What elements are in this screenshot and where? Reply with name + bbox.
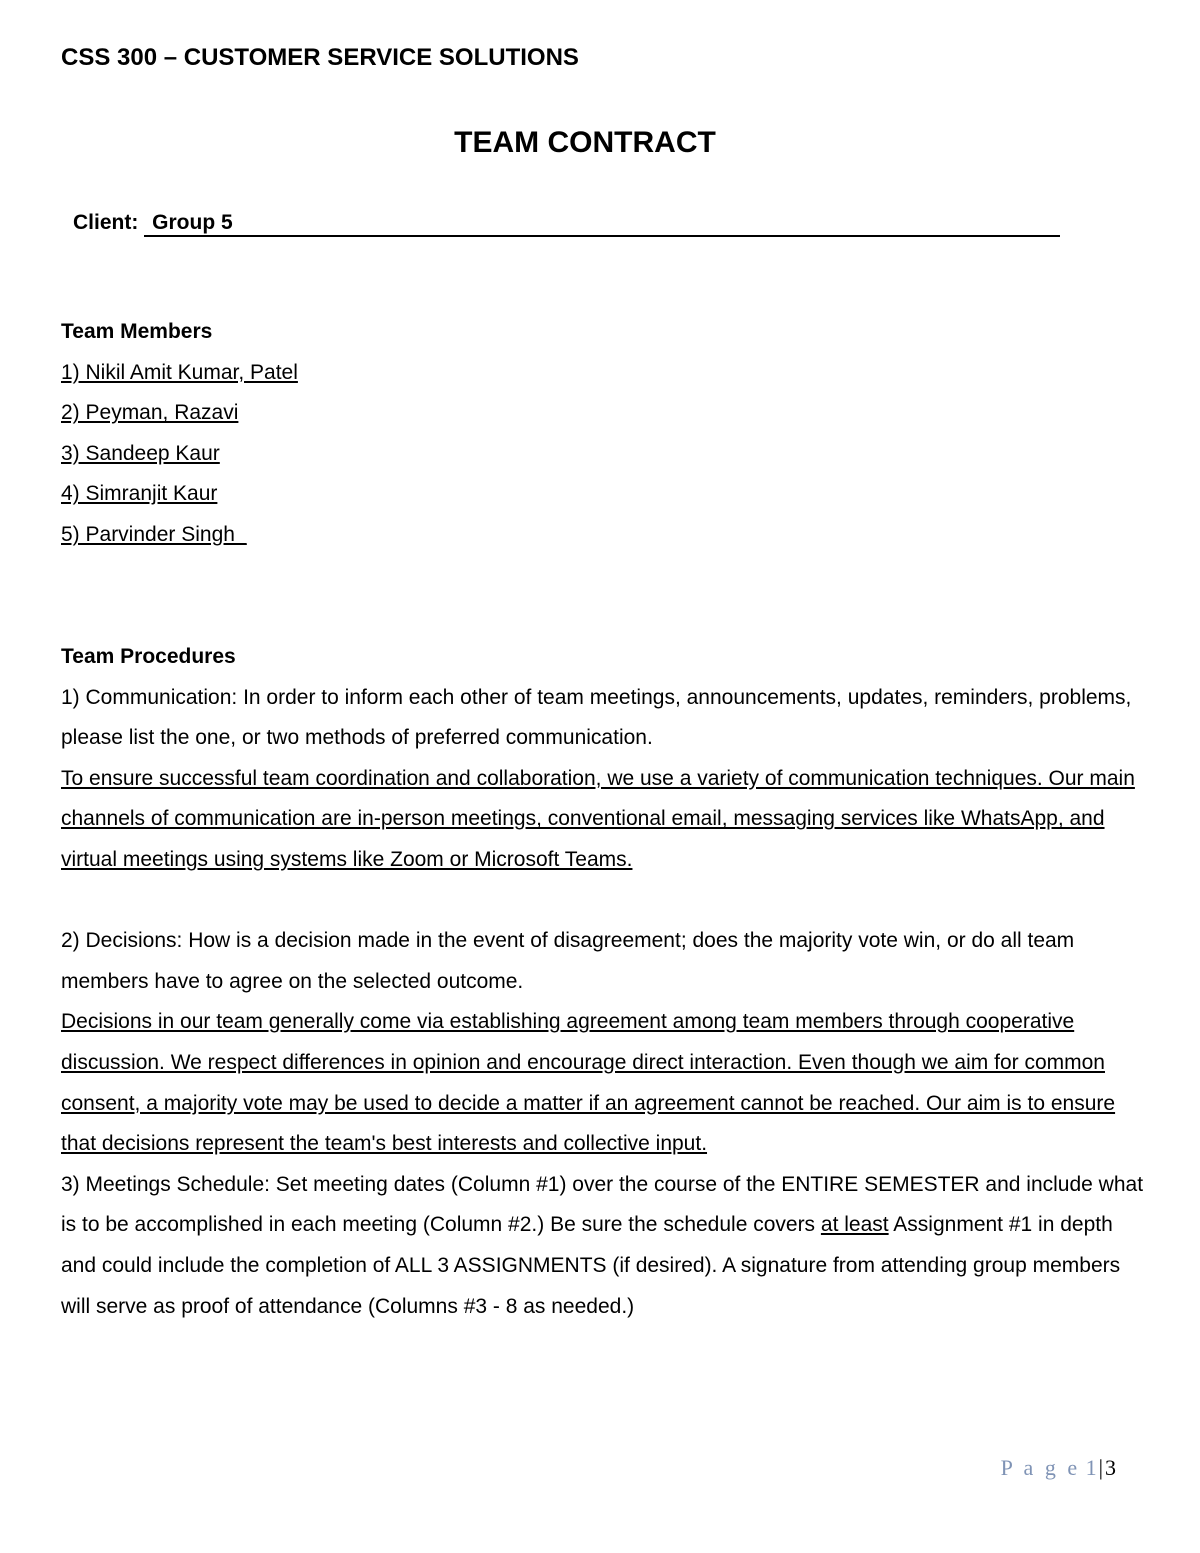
client-label: Client: (73, 211, 139, 234)
course-title: CSS 300 – CUSTOMER SERVICE SOLUTIONS (61, 44, 579, 71)
team-procedures-section (61, 637, 1151, 1327)
meetings-question-emphasis: at least (820, 1213, 889, 1237)
document-title: TEAM CONTRACT (454, 126, 716, 159)
team-procedures-heading: Team Procedures (61, 645, 236, 668)
communication-question: 1) Communication: In order to inform each other of team meetings, announcements, updates, reminders, problems, please list the one, or two methods of preferred communication. (61, 685, 1132, 750)
decisions-answer: Decisions in our team generally come via establishing agreement among team members through cooperative discussion. We respect differences in opinion and encourage direct interaction. Even though we aim for common consent, a majority vote may be used to decide a matter if an agreement cannot be reached. Our aim is to ensure that decisions represent the team's best interests and collective input. (61, 1010, 1116, 1156)
team-members-heading: Team Members (61, 320, 213, 343)
decisions-question: 2) Decisions: How is a decision made in the event of disagreement; does the majority vote win, or do all team members have to agree on the selected outcome. (61, 929, 1075, 993)
paragraph-spacer (61, 881, 1151, 922)
team-member-item: 3) Sandeep Kaur (61, 441, 220, 465)
communication-answer: To ensure successful team coordination and collaboration, we use a variety of communication techniques. Our main channels of communication are in-person meetings, conventional email, messaging services like WhatsApp, and virtual meetings using systems like Zoom or Microsoft Teams. (61, 766, 1135, 871)
team-member-item: 4) Simranjit Kaur (61, 482, 218, 506)
page-number-current: 1 (1085, 1455, 1097, 1480)
client-row (73, 211, 1060, 237)
meetings-question-text-continued: Assignment #1 in depth and could include the completion of ALL 3 ASSIGNMENTS (if desired). A signature from attending group members will serve as proof of attendance (Columns #3 - 8 as needed.) (61, 1213, 1121, 1318)
client-value: Group 5 (144, 211, 1060, 237)
team-member-item: 5) Parvinder Singh_ (61, 522, 247, 546)
team-member-item: 1) Nikil Amit Kumar, Patel (61, 360, 298, 384)
page-separator: | (1098, 1455, 1103, 1480)
meetings-question (61, 1165, 1151, 1327)
meetings-question-text: 3) Meetings Schedule: Set meeting dates (Column #1) over the course of the ENTIRE SEMESTER and include what is to be accomplished in each meeting (Column #2.) Be sure the schedule covers (61, 1172, 1144, 1237)
page-label: P a g e (1000, 1455, 1081, 1480)
team-member-item: 2) Peyman, Razavi (61, 401, 239, 425)
team-members-section (61, 312, 1151, 556)
page-footer (1001, 1455, 1116, 1481)
page-number-total: 3 (1105, 1455, 1116, 1480)
